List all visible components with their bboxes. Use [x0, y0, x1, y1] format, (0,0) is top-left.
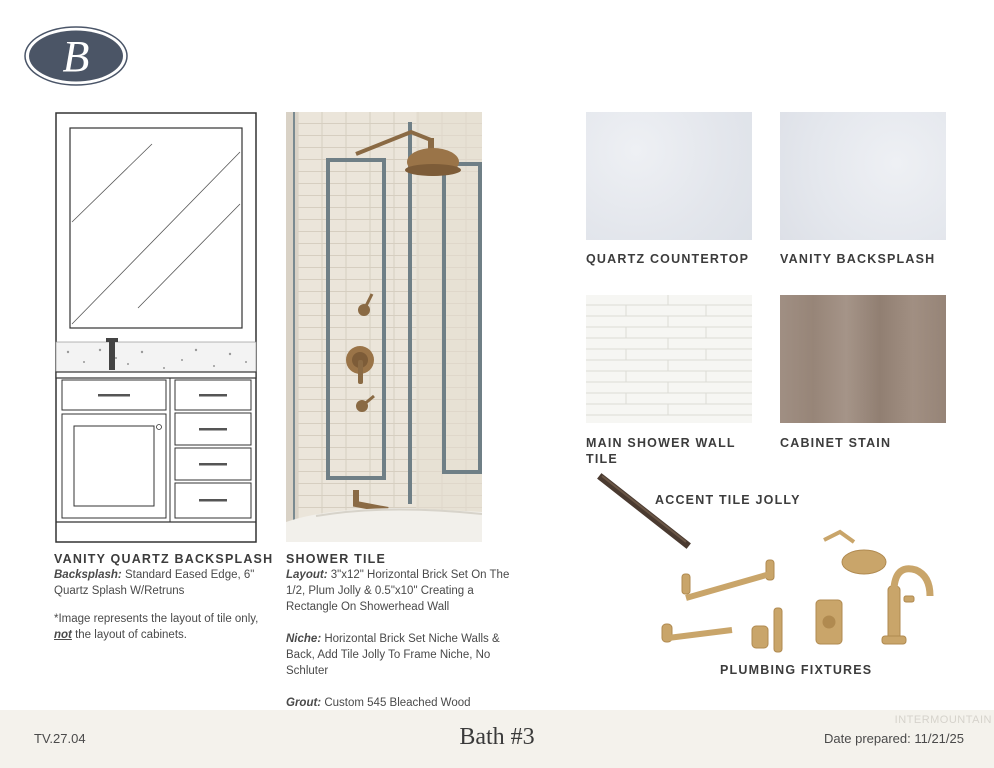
shower-tile-heading: SHOWER TILE	[286, 552, 387, 566]
vanity-spec: Backsplash: Standard Eased Edge, 6" Quartz Splash W/Retruns	[54, 569, 255, 597]
shower-layout-spec: Layout: 3"x12" Horizontal Brick Set On The 1/2, Plum Jolly & 0.5"x10" Creating a Rectangle On Showerhead Wall	[286, 569, 510, 613]
date-prepared: Date prepared: 11/21/25	[824, 731, 964, 746]
shower-wall-tile-label: MAIN SHOWER WALL TILE	[586, 436, 736, 466]
vanity-backsplash-swatch	[780, 112, 946, 240]
watermark: INTERMOUNTAIN	[894, 714, 992, 726]
vanity-backsplash-label: VANITY BACKSPLASH	[780, 252, 936, 266]
shower-grout-spec: Grout: Custom 545 Bleached Wood	[286, 697, 471, 709]
vanity-note: *Image represents the layout of tile only, not the layout of cabinets.	[54, 613, 259, 641]
quartz-countertop-label: QUARTZ COUNTERTOP	[586, 252, 750, 266]
shower-wall-tile-swatch	[586, 295, 752, 423]
shower-niche-spec: Niche: Horizontal Brick Set Niche Walls & Back, Add Tile Jolly To Frame Niche, No Schluter	[286, 633, 500, 677]
plumbing-fixtures-image	[654, 526, 944, 658]
logo-letter: B	[62, 32, 90, 81]
cabinet-stain-label: CABINET STAIN	[780, 436, 892, 450]
brand-logo	[24, 26, 128, 86]
quartz-countertop-swatch	[586, 112, 752, 240]
document-code: TV.27.04	[34, 731, 86, 746]
page-title: Bath #3	[459, 724, 535, 750]
vanity-heading: VANITY QUARTZ BACKSPLASH	[54, 552, 274, 566]
shower-tile-photo	[286, 112, 482, 542]
accent-tile-jolly-label: ACCENT TILE JOLLY	[655, 493, 801, 507]
vanity-drawing	[54, 112, 258, 544]
cabinet-stain-swatch	[780, 295, 946, 423]
plumbing-fixtures-label: PLUMBING FIXTURES	[720, 663, 873, 677]
